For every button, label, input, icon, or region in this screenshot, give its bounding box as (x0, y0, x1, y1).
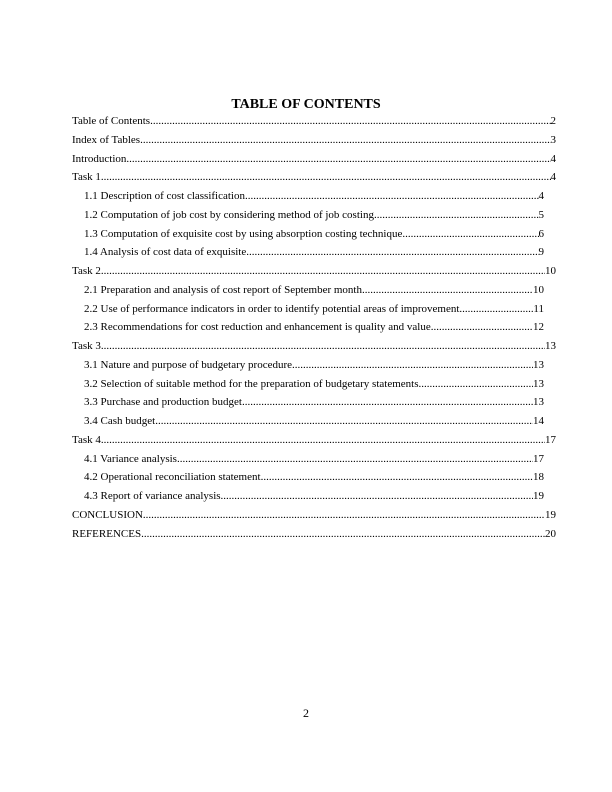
toc-entry-3-4[interactable] (72, 412, 544, 431)
toc-entry-page: 3 (550, 133, 556, 146)
toc-entry-page: 2 (550, 115, 556, 127)
table-of-contents (72, 112, 556, 543)
toc-entry-4-3[interactable] (72, 487, 544, 506)
toc-entry-label: 1.4 Analysis of cost data of exquisite (84, 246, 247, 259)
toc-entry-3-3[interactable] (72, 393, 544, 412)
toc-entry-page: 14 (533, 415, 544, 427)
toc-leader-dots (431, 318, 533, 337)
toc-entry-4-2[interactable] (72, 468, 544, 487)
toc-leader-dots (141, 525, 545, 544)
toc-entry-label: 3.2 Selection of suitable method for the preparation of budgetary statements (84, 377, 419, 390)
toc-leader-dots (246, 243, 538, 262)
toc-entry-label: REFERENCES (72, 527, 142, 540)
toc-leader-dots (362, 281, 533, 300)
page-title: TABLE OF CONTENTS (231, 97, 381, 112)
toc-entry-page: 5 (538, 208, 544, 221)
toc-leader-dots (101, 337, 545, 356)
toc-leader-dots (419, 375, 534, 394)
toc-leader-dots (459, 300, 533, 319)
toc-entry-task-3[interactable] (72, 337, 556, 356)
toc-entry-table-of-contents[interactable] (72, 112, 556, 131)
toc-entry-label: Task 3 (72, 340, 101, 352)
toc-entry-page: 12 (533, 321, 544, 334)
toc-leader-dots (101, 262, 545, 281)
toc-leader-dots (245, 187, 539, 206)
toc-entry-1-2[interactable] (72, 206, 544, 225)
toc-entry-page: 10 (533, 283, 544, 296)
toc-entry-page: 11 (533, 302, 544, 315)
toc-entry-label: Task 1 (72, 171, 101, 184)
toc-entry-task-2[interactable] (72, 262, 556, 281)
toc-entry-page: 18 (533, 471, 544, 484)
toc-entry-label: Task 2 (72, 265, 101, 277)
toc-entry-page: 13 (533, 377, 544, 390)
toc-entry-1-3[interactable] (72, 225, 544, 244)
toc-entry-page: 19 (545, 508, 556, 521)
toc-entry-label: 2.2 Use of performance indicators in order to identify potential areas of improvement (84, 302, 460, 315)
toc-entry-introduction[interactable] (72, 150, 556, 169)
toc-entry-page: 4 (550, 152, 556, 165)
toc-entry-label: 4.3 Report of variance analysis (84, 490, 221, 502)
toc-entry-label: Table of Contents (72, 115, 151, 127)
toc-entry-page: 20 (545, 527, 556, 540)
toc-entry-label: Index of Tables (72, 133, 141, 146)
toc-leader-dots (242, 393, 533, 412)
toc-entry-2-3[interactable] (72, 318, 544, 337)
toc-entry-page: 19 (533, 490, 544, 502)
toc-entry-1-4[interactable] (72, 243, 544, 262)
toc-entry-conclusion[interactable] (72, 506, 556, 525)
toc-entry-1-1[interactable] (72, 187, 544, 206)
page-number: 2 (303, 706, 309, 720)
toc-entry-label: 1.3 Computation of exquisite cost by using absorption costing technique (84, 227, 403, 240)
toc-leader-dots (143, 506, 545, 525)
toc-entry-page: 4 (538, 190, 544, 202)
toc-entry-3-2[interactable] (72, 375, 544, 394)
toc-leader-dots (155, 412, 533, 431)
toc-leader-dots (374, 206, 539, 225)
toc-entry-label: CONCLUSION (72, 508, 143, 521)
toc-entry-page: 13 (533, 396, 544, 409)
toc-leader-dots (221, 487, 533, 506)
toc-entry-4-1[interactable] (72, 450, 544, 469)
toc-entry-label: 3.1 Nature and purpose of budgetary procedure (84, 358, 293, 371)
toc-entry-task-1[interactable] (72, 168, 556, 187)
toc-entry-2-2[interactable] (72, 300, 544, 319)
toc-leader-dots (140, 131, 550, 150)
toc-entry-task-4[interactable] (72, 431, 556, 450)
toc-entry-label: 4.2 Operational reconciliation statement (84, 471, 261, 484)
toc-entry-label: 4.1 Variance analysis (84, 452, 177, 465)
toc-leader-dots (261, 468, 533, 487)
toc-entry-page: 13 (533, 358, 544, 371)
toc-entry-label: 3.4 Cash budget (84, 415, 156, 427)
toc-entry-page: 10 (545, 265, 556, 277)
toc-entry-label: 1.2 Computation of job cost by considering method of job costing (84, 208, 374, 221)
toc-entry-page: 17 (545, 433, 556, 446)
toc-entry-page: 13 (545, 340, 556, 352)
toc-entry-page: 17 (533, 452, 544, 465)
toc-leader-dots (292, 356, 533, 375)
toc-entry-label: Task 4 (72, 433, 101, 446)
toc-leader-dots (177, 450, 533, 469)
toc-entry-page: 4 (550, 171, 556, 184)
toc-leader-dots (101, 431, 545, 450)
toc-leader-dots (126, 150, 550, 169)
toc-leader-dots (150, 112, 550, 131)
toc-entry-3-1[interactable] (72, 356, 544, 375)
toc-leader-dots (402, 225, 538, 244)
toc-entry-references[interactable] (72, 525, 556, 544)
toc-entry-2-1[interactable] (72, 281, 544, 300)
toc-entry-label: Introduction (72, 152, 127, 165)
toc-entry-label: 3.3 Purchase and production budget (84, 396, 242, 409)
toc-entry-label: 1.1 Description of cost classification (84, 190, 245, 202)
toc-leader-dots (101, 168, 551, 187)
toc-entry-index-of-tables[interactable] (72, 131, 556, 150)
toc-entry-page: 9 (538, 246, 544, 259)
toc-entry-page: 6 (538, 227, 544, 240)
toc-entry-label: 2.3 Recommendations for cost reduction and enhancement is quality and value (84, 321, 431, 334)
toc-entry-label: 2.1 Preparation and analysis of cost report of September month (84, 283, 362, 296)
